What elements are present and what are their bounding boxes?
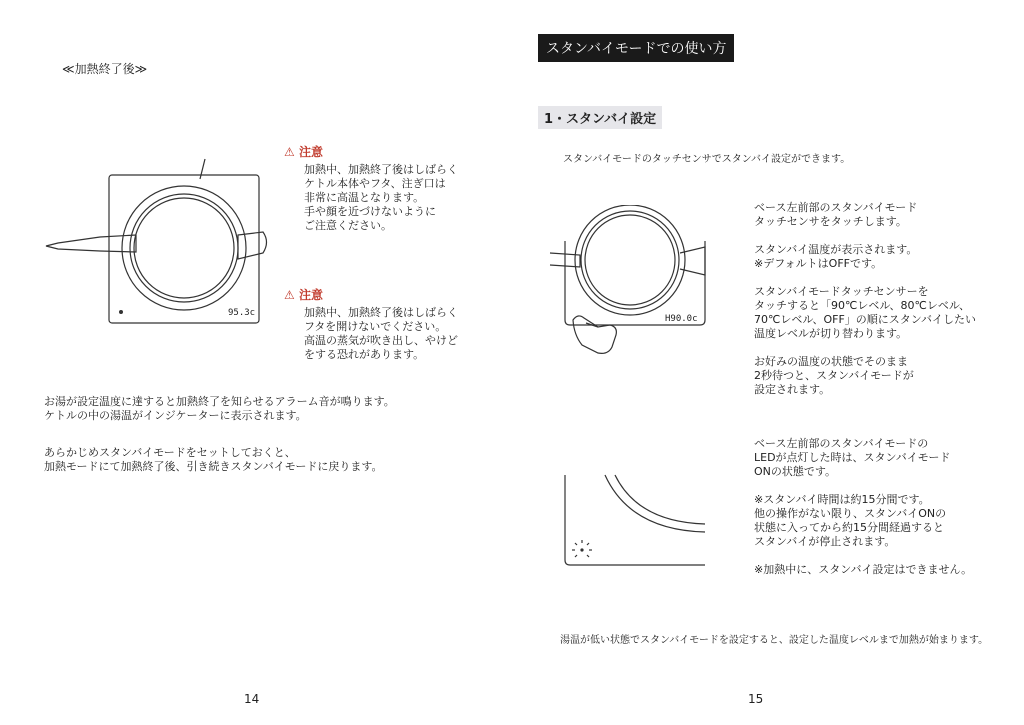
standby-led-illustration [560,470,710,570]
left-heading: ≪加熱終了後≫ [62,62,148,76]
caution1-line: 非常に高温となります。 [304,191,425,204]
footer-note: 湯温が低い状態でスタンバイモードを設定すると、設定した温度レベルまで加熱が始まります。 [560,635,989,646]
caution1-line: ケトル本体やフタ、注ぎ口は [304,177,446,190]
caution-title-2: ⚠ 注意 [284,288,323,302]
led-icon [572,540,592,557]
left-paragraph-2: あらかじめスタンバイモードをセットしておくと、 加熱モードにて加熱終了後、引き続きスタンバイモードに戻ります。 [44,446,383,473]
caution2-line: をする恐れがあります。 [304,348,425,361]
kettle-temp-display: 95.3c [228,308,256,318]
standby-temp-display: H90.0c [665,314,698,324]
caution1-line: 加熱中、加熱終了後はしばらく [304,163,458,176]
standby-step-2: ベース左前部のスタンバイモードの LEDが点灯した時は、スタンバイモード ONの状態です。 ※スタンバイ時間は約15分間です。 他の操作がない限り、スタンバイONの 状態に入ってから約15分間経過すると スタンバイが停止されます。 ※加熱中に、スタンバイ設定はできません。 [754,437,973,576]
touch-hand-icon [573,316,616,353]
standby-step-1: ベース左前部のスタンバイモード タッチセンサをタッチします。 スタンバイ温度が表示されます。 ※デフォルトはOFFです。 スタンバイモードタッチセンサーを タッチすると「90℃レベル、80℃レベル、 70℃レベル、OFF」の順にスタンバイしたい 温度レベルが切り替わります。 お好みの温度の状態でそのまま 2秒待つと、スタンバイモードが 設定されます。 [754,201,977,396]
caution2-line: 高温の蒸気が吹き出し、やけど [304,334,458,347]
left-paragraph-1: お湯が設定温度に達すると加熱終了を知らせるアラーム音が鳴ります。 ケトルの中の湯温がインジケーターに表示されます。 [44,395,395,422]
caution1-line: ご注意ください。 [304,219,392,232]
caution2-line: 加熱中、加熱終了後はしばらく [304,306,458,319]
warning-icon: ⚠ [284,145,295,159]
page-number-left: 14 [244,692,260,706]
caution-title-1: ⚠ 注意 [284,145,323,159]
caution2-line: フタを開けないでください。 [304,320,447,333]
caution1-line: 手や顔を近づけないように [304,205,436,218]
caution-box-1 [284,143,458,233]
section-title: スタンバイモードでの使い方 [538,34,734,62]
warning-icon: ⚠ [284,288,295,302]
sub-title: 1・スタンバイ設定 [538,106,662,129]
caution-box-2 [284,286,458,362]
intro-text: スタンバイモードのタッチセンサでスタンバイ設定ができます。 [563,154,851,165]
page-number-right: 15 [748,692,764,706]
standby-touch-illustration [540,205,715,360]
kettle-illustration [38,155,268,330]
